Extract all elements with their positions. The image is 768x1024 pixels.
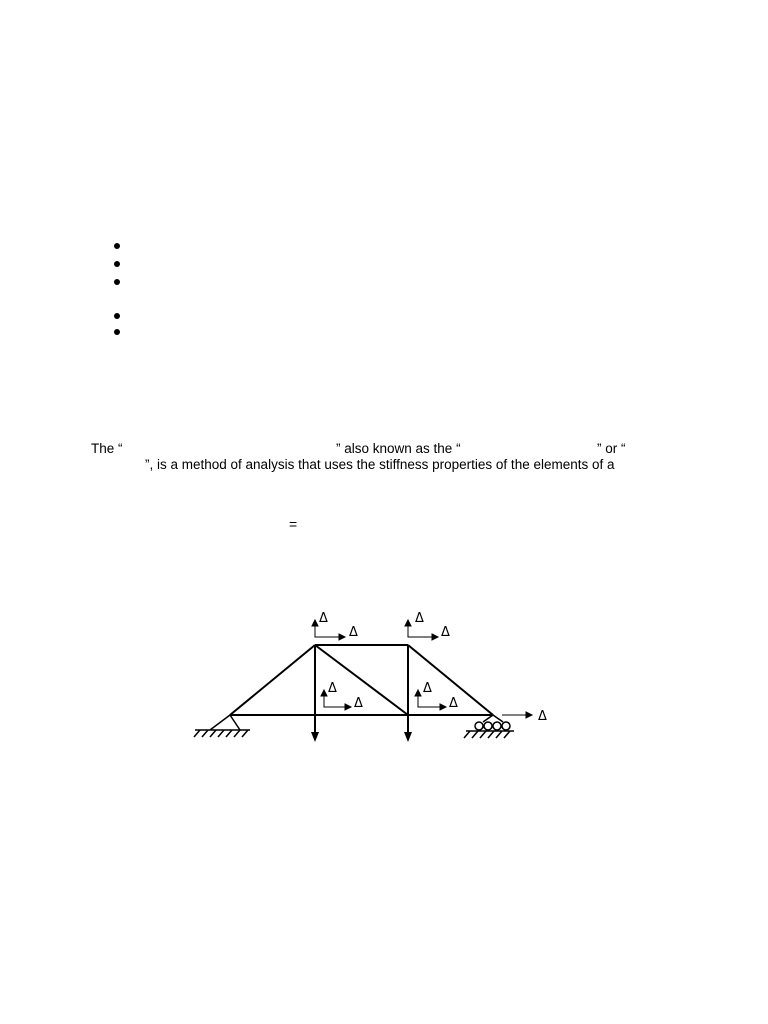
dof-label: Δ xyxy=(328,681,337,696)
equals-sign: = xyxy=(289,516,298,532)
applied-loads xyxy=(311,715,412,742)
left-diagonal xyxy=(230,645,315,715)
dof-label: Δ xyxy=(538,709,547,724)
paragraph-line2: ”, is a method of analysis that uses the stiffness properties of the elements of a xyxy=(145,457,615,472)
dof-label: Δ xyxy=(441,625,450,640)
dof-label: Δ xyxy=(319,611,328,626)
paragraph-line1-part1: The “ xyxy=(91,441,123,456)
dof-label: Δ xyxy=(423,681,432,696)
dof-label: Δ xyxy=(415,611,424,626)
dof-label: Δ xyxy=(354,696,363,711)
pin-support xyxy=(194,715,250,737)
dof-label: Δ xyxy=(449,696,458,711)
roller-support xyxy=(464,715,514,738)
paragraph-line1-part2: ” also known as the “ xyxy=(336,441,461,456)
paragraph-line1-part3: ” or “ xyxy=(597,441,626,456)
dof-label: Δ xyxy=(349,625,358,640)
dof-arrows xyxy=(312,620,532,718)
